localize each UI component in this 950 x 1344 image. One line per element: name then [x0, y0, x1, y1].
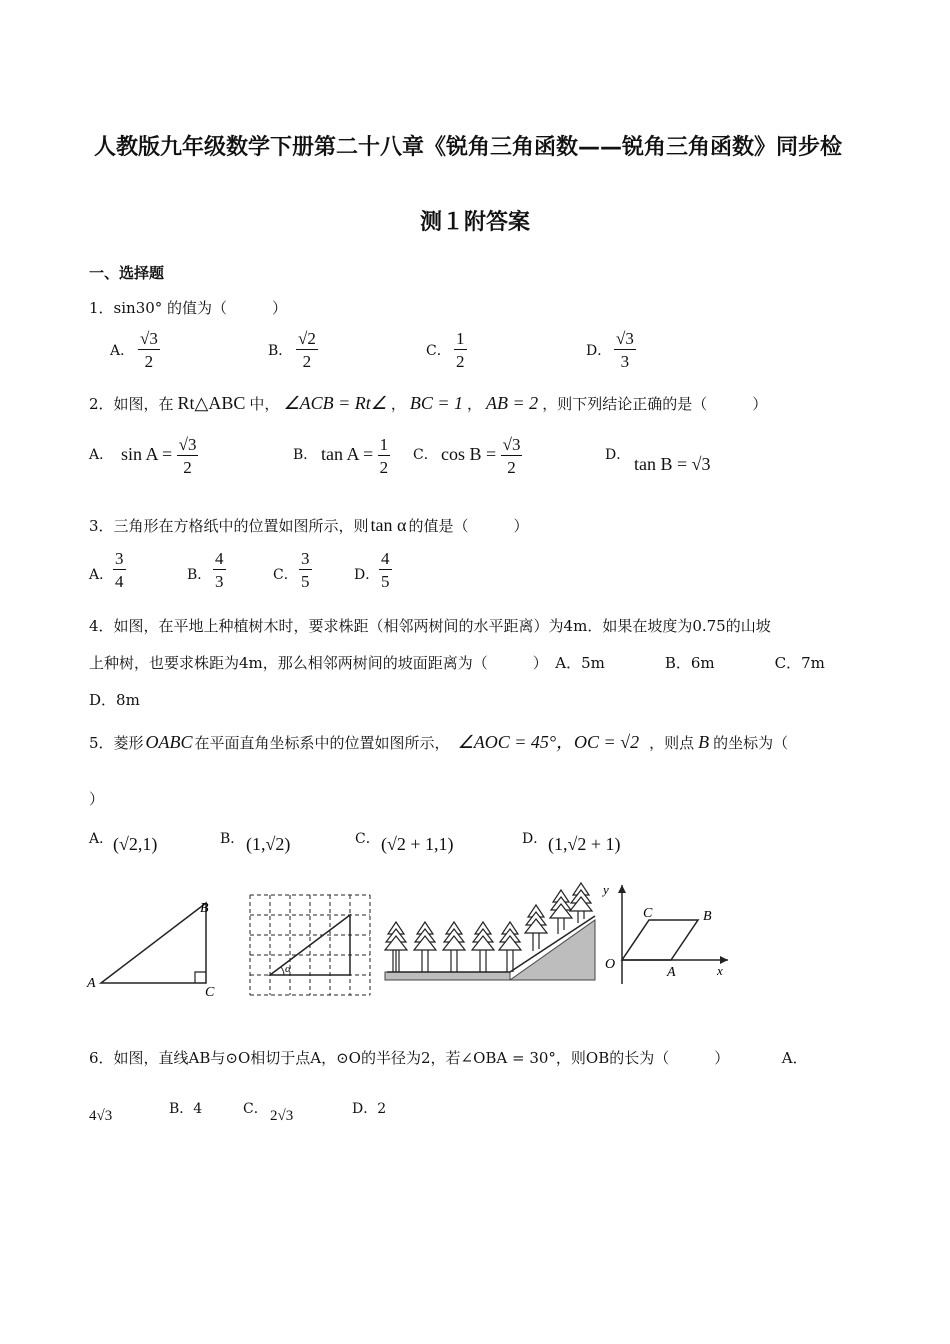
figures-row — [85, 880, 735, 1000]
fraction-denominator: 2 — [144, 352, 154, 371]
question-2-stem — [89, 393, 767, 414]
shape-name: OABC — [145, 732, 193, 752]
figure-right-triangle — [86, 901, 215, 1000]
stem-text: 中， — [249, 395, 280, 413]
tree-icon — [550, 890, 572, 934]
option-a-value — [138, 330, 160, 370]
lhs: sin A = — [121, 444, 173, 464]
option-b-value — [296, 330, 318, 370]
label-x: x — [717, 963, 723, 978]
angle-arc — [281, 967, 284, 975]
separator: ， — [467, 395, 483, 413]
title-line-1: 人教版九年级数学下册第二十八章《锐角三角函数——锐角三角函数》同步检 — [94, 135, 843, 160]
option-b-label: B． — [220, 831, 245, 847]
condition: ∠AOC = 45°，OC = √2 — [457, 732, 640, 752]
triangle-abc — [101, 903, 206, 983]
tan-expression: tan α — [370, 515, 407, 535]
question-2-options — [89, 436, 729, 490]
section-heading: 一、选择题 — [89, 264, 165, 282]
option-b-value — [213, 550, 226, 590]
option-a-label: A． — [110, 343, 135, 359]
stem-text: 的坐标为（ — [713, 734, 789, 752]
right-angle-mark — [195, 972, 206, 983]
rhombus-oabc — [622, 920, 698, 960]
option-b: B．4 — [169, 1101, 203, 1117]
fraction-numerator: 3 — [301, 549, 310, 568]
question-6-stem: 6．如图，直线AB与⊙O相切于点A，⊙O的半径为2，若∠OBA = 30°，则OB的长为（ ） A． — [89, 1049, 808, 1067]
fraction-numerator: √3 — [178, 435, 197, 454]
option-d-label: D． — [522, 831, 548, 847]
fraction-numerator: √3 — [616, 329, 634, 348]
option-d-value: tan B = √3 — [634, 454, 711, 474]
option-b-label: B． — [268, 343, 293, 359]
y-axis-arrow-icon — [618, 885, 626, 893]
option-d-label: D． — [586, 343, 612, 359]
question-3-options — [89, 550, 419, 598]
flat-ground — [385, 972, 510, 980]
stem-text: 5．菱形 — [89, 734, 144, 752]
question-4-line-3: D．8m — [89, 691, 140, 709]
stem-text: ，则下列结论正确的是（ ） — [542, 395, 768, 413]
fraction-numerator: 4 — [381, 549, 390, 568]
condition: ∠ACB = Rt∠ — [283, 393, 387, 413]
tree-icon — [385, 922, 407, 972]
label-a: A — [87, 976, 96, 991]
fraction-denominator: 3 — [215, 572, 224, 591]
option-c-label: C． — [243, 1101, 268, 1117]
fraction-denominator: 5 — [301, 572, 310, 591]
lhs: tan A = — [321, 444, 374, 464]
option-d: D．2 — [352, 1101, 387, 1117]
fraction-numerator: 4 — [215, 549, 224, 568]
label-a: A — [667, 965, 676, 980]
stem-text: ，则点 — [649, 734, 695, 752]
title-line-2: 测１附答案 — [420, 210, 531, 235]
tree-icon — [570, 883, 592, 923]
fraction-numerator: √3 — [502, 435, 521, 454]
tree-icon — [499, 922, 521, 972]
question-6-options — [89, 1090, 509, 1130]
figure-grid-triangle — [250, 895, 370, 995]
question-1-options — [110, 330, 670, 376]
triangle-name: Rt△ABC — [177, 393, 246, 413]
option-b-label: B． — [187, 567, 212, 583]
stem-text: 在平面直角坐标系中的位置如图所示， — [194, 734, 450, 752]
fraction-denominator: 2 — [302, 352, 312, 371]
option-d-label: D． — [605, 447, 631, 463]
label-y: y — [603, 882, 609, 897]
figure-trees-slope — [385, 883, 595, 980]
option-a-value: 4√3 — [89, 1108, 113, 1124]
question-5-options — [89, 828, 649, 858]
lhs: cos B = — [441, 444, 497, 464]
option-a-label: A． — [89, 831, 114, 847]
label-c: C — [205, 985, 215, 1000]
tree-icon — [525, 905, 547, 951]
fraction-numerator: √2 — [298, 329, 316, 348]
option-c-label: C． — [426, 343, 451, 359]
option-a-label: A． — [89, 447, 114, 463]
question-4-line-2: 上种树，也要求株距为4m，那么相邻两树间的坡面距离为（ ） A．5m B．6m C．7m — [89, 654, 825, 672]
fraction-denominator: 2 — [507, 458, 516, 477]
fraction-numerator: 3 — [115, 549, 124, 568]
question-1-stem: 1．sin30° 的值为（ ） — [89, 299, 288, 317]
option-b-label: B． — [293, 447, 318, 463]
option-c-value — [454, 330, 467, 370]
option-c-label: C． — [413, 447, 438, 463]
question-3-stem — [89, 515, 528, 536]
fraction-numerator: √3 — [140, 329, 158, 348]
stem-text: 3．三角形在方格纸中的位置如图所示，则 — [89, 517, 369, 535]
option-a-value — [121, 436, 198, 476]
option-d-value — [614, 330, 636, 370]
stem-text: 2．如图，在 — [89, 395, 174, 413]
fraction-denominator: 2 — [183, 458, 192, 477]
option-a-value: (√2,1) — [113, 834, 158, 854]
fraction-denominator: 5 — [381, 572, 390, 591]
option-a-label: A． — [89, 567, 114, 583]
option-c-value — [441, 436, 522, 476]
option-c-label: C． — [355, 831, 380, 847]
fraction-numerator: 1 — [456, 329, 465, 348]
condition: AB = 2 — [486, 393, 539, 413]
question-5-close: ） — [89, 790, 105, 808]
stem-text: 的值是（ ） — [408, 517, 529, 535]
point-name: B — [698, 732, 710, 752]
label-c: C — [643, 906, 653, 921]
question-4-line-1: 4．如图，在平地上种植树木时，要求株距（相邻两树间的水平距离）为4m．如果在坡度为0.75的山坡 — [89, 617, 771, 635]
option-b-value — [321, 436, 390, 476]
option-b-value: (1,√2) — [246, 834, 291, 854]
option-a-value — [113, 550, 126, 590]
tree-icon — [443, 922, 465, 972]
fraction-denominator: 4 — [115, 572, 124, 591]
tree-icon — [472, 922, 494, 972]
condition: BC = 1 — [409, 393, 464, 413]
fraction-denominator: 2 — [456, 352, 465, 371]
option-d-label: D． — [354, 567, 380, 583]
question-5-stem — [89, 728, 788, 754]
fraction-denominator: 2 — [379, 458, 389, 477]
option-c-value: 2√3 — [270, 1108, 294, 1124]
label-alpha: α — [285, 963, 291, 975]
label-o: O — [605, 957, 616, 972]
fraction-numerator: 1 — [379, 435, 389, 454]
label-b: B — [200, 901, 209, 916]
option-d-value — [379, 550, 392, 590]
fraction-denominator: 3 — [620, 352, 630, 371]
tree-icon — [414, 922, 436, 972]
separator: ， — [390, 395, 406, 413]
label-b: B — [703, 909, 712, 924]
option-c-label: C． — [273, 567, 298, 583]
option-d-value: (1,√2 + 1) — [548, 834, 621, 854]
option-c-value: (√2 + 1,1) — [381, 834, 454, 854]
figure-rhombus-coordinates — [601, 882, 728, 984]
option-c-value — [299, 550, 312, 590]
